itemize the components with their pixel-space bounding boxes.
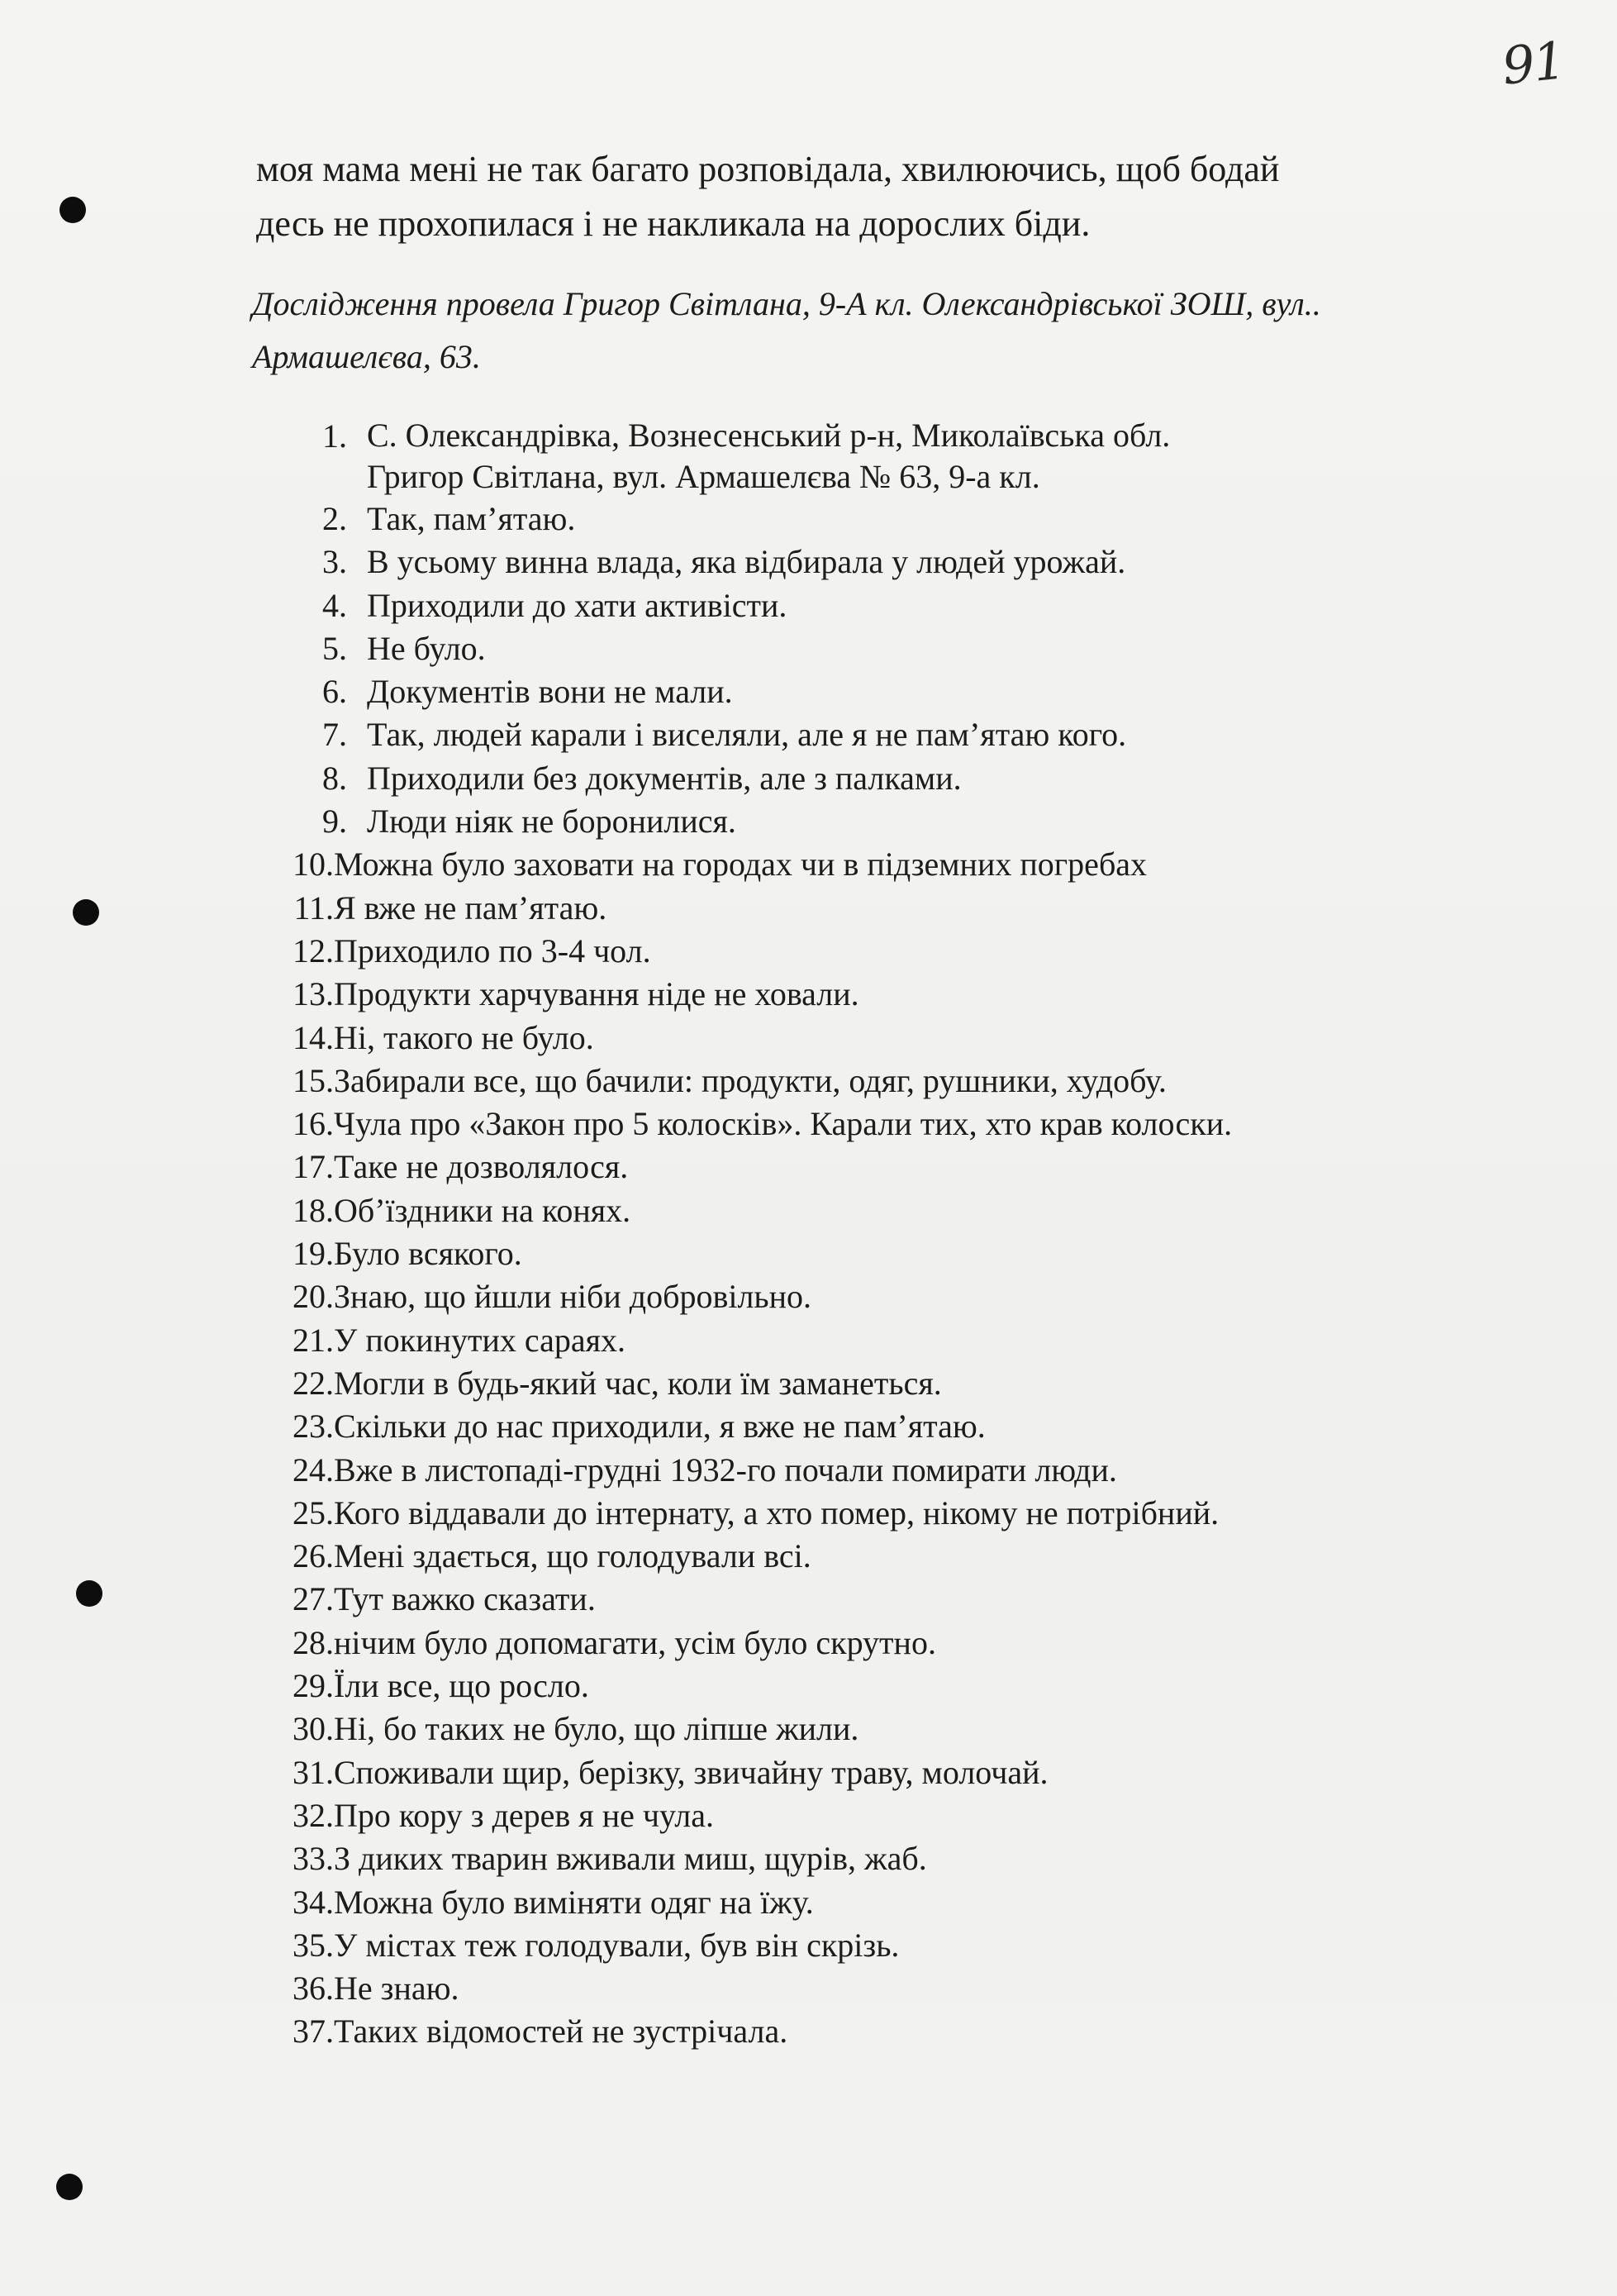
intro-line: моя мама мені не так багато розповідала, хвилюючись, щоб бодай xyxy=(256,149,1280,189)
item-text-line: Можна було виміняти одяг на їжу. xyxy=(334,1883,814,1921)
item-text-line: С. Олександрівка, Вознесенський р-н, Миколаївська обл. xyxy=(367,417,1171,454)
item-text-line: Мені здається, що голодували всі. xyxy=(334,1537,811,1575)
item-number: 4. xyxy=(322,586,347,624)
item-number: 6. xyxy=(322,673,347,711)
item-number: 19. xyxy=(292,1235,334,1273)
item-number: 35. xyxy=(292,1926,334,1964)
list-item xyxy=(281,584,1537,627)
item-text xyxy=(334,1406,986,1447)
researcher-line: Дослідження провела Григор Світлана, 9-А кл. Олександрівської ЗОШ, вул.. xyxy=(252,285,1321,322)
item-number: 7. xyxy=(322,716,347,754)
item-text xyxy=(350,801,736,842)
item-text-line: Так, пам’ятаю. xyxy=(367,500,576,537)
item-text-line: Чула про «Закон про 5 колосків». Карали тих, хто крав колоски. xyxy=(334,1105,1233,1143)
item-number: 22. xyxy=(292,1364,334,1402)
list-item xyxy=(281,627,1537,670)
item-text-line: Було всякого. xyxy=(334,1235,522,1273)
list-item xyxy=(281,800,1537,843)
item-text xyxy=(334,1882,814,1923)
item-text-line: Їли все, що росло. xyxy=(334,1667,589,1705)
item-number: 21. xyxy=(292,1321,334,1359)
list-item xyxy=(281,1449,1537,1492)
answers-list xyxy=(281,415,1537,2054)
item-number: 13. xyxy=(292,975,334,1013)
item-number: 37. xyxy=(292,2013,334,2051)
item-text-line: Приходили до хати активісти. xyxy=(367,586,787,624)
item-text xyxy=(334,1665,589,1707)
item-number: 1. xyxy=(322,417,347,455)
list-item xyxy=(281,1708,1537,1751)
item-text-line: Так, людей карали і виселяли, але я не пам’ятаю кого. xyxy=(367,716,1127,754)
item-text xyxy=(334,1363,942,1404)
item-text-line: Приходило по 3-4 чол. xyxy=(334,931,651,969)
item-number: 20. xyxy=(292,1278,334,1316)
item-number: 36. xyxy=(292,1970,334,2008)
item-number: 34. xyxy=(292,1883,334,1921)
list-item xyxy=(281,1794,1537,1837)
list-item xyxy=(281,843,1537,886)
list-item xyxy=(281,415,1537,498)
intro-paragraph xyxy=(256,142,1512,251)
list-item xyxy=(281,1275,1537,1318)
item-text xyxy=(350,585,787,626)
list-item xyxy=(281,1232,1537,1275)
item-number: 26. xyxy=(292,1537,334,1575)
item-text xyxy=(334,1103,1232,1145)
item-text xyxy=(334,1536,811,1577)
list-item xyxy=(281,1319,1537,1362)
item-text-line: Не було. xyxy=(367,629,486,667)
item-text-line: Вже в листопаді-грудні 1932-го почали помирати люди. xyxy=(334,1450,1117,1489)
item-text-line: Я вже не пам’ятаю. xyxy=(334,888,607,926)
item-number: 8. xyxy=(322,759,347,797)
list-item xyxy=(281,498,1537,541)
item-text-line: Продукти харчування ніде не ховали. xyxy=(334,975,859,1013)
list-item xyxy=(281,670,1537,713)
item-number: 33. xyxy=(292,1840,334,1878)
list-item xyxy=(281,1103,1537,1146)
item-text-line: Тут важко сказати. xyxy=(334,1580,596,1618)
list-item xyxy=(281,887,1537,930)
item-number: 25. xyxy=(292,1493,334,1531)
item-text xyxy=(334,1795,714,1836)
item-number: 11. xyxy=(293,888,334,926)
list-item xyxy=(281,757,1537,800)
item-text xyxy=(350,628,486,669)
item-text-line: Григор Світлана, вул. Армашелєва № 63, 9-а кл. xyxy=(367,458,1040,495)
punch-hole xyxy=(59,197,86,223)
list-item xyxy=(281,1665,1537,1708)
item-text xyxy=(350,714,1126,755)
item-text xyxy=(350,671,733,712)
item-text-line: Документів вони не мали. xyxy=(367,673,733,711)
item-number: 16. xyxy=(292,1105,334,1143)
list-item xyxy=(281,1405,1537,1448)
list-item xyxy=(281,713,1537,756)
item-text-line: З диких тварин вживали миш, щурів, жаб. xyxy=(334,1840,927,1878)
item-text-line: Об’їздники на конях. xyxy=(334,1191,631,1229)
item-text-line: Ні, такого не було. xyxy=(334,1018,594,1056)
item-text xyxy=(334,974,859,1015)
item-text xyxy=(334,1190,630,1231)
item-text-line: Таке не дозволялося. xyxy=(334,1148,629,1186)
list-item xyxy=(281,973,1537,1016)
item-number: 5. xyxy=(322,629,347,667)
item-text-line: Знаю, що йшли ніби добровільно. xyxy=(334,1278,812,1316)
item-number: 14. xyxy=(292,1018,334,1056)
item-text xyxy=(334,1233,522,1274)
item-number: 18. xyxy=(292,1191,334,1229)
item-text xyxy=(350,498,575,540)
item-text xyxy=(350,541,1125,583)
item-number: 31. xyxy=(292,1753,334,1791)
list-item xyxy=(281,1924,1537,1967)
item-text xyxy=(334,1579,596,1620)
item-number: 2. xyxy=(322,500,347,537)
list-item xyxy=(281,1189,1537,1232)
punch-hole xyxy=(56,2174,83,2200)
item-text-line: Люди ніяк не боронилися. xyxy=(367,803,736,841)
item-text xyxy=(334,1708,858,1750)
item-number: 24. xyxy=(292,1450,334,1489)
list-item xyxy=(281,1837,1537,1880)
item-number: 28. xyxy=(292,1623,334,1661)
list-item xyxy=(281,541,1537,584)
item-text xyxy=(334,931,651,972)
item-number: 9. xyxy=(322,803,347,841)
list-item xyxy=(281,1060,1537,1103)
item-number: 10. xyxy=(292,846,334,884)
item-text xyxy=(334,844,1147,885)
list-item xyxy=(281,1362,1537,1405)
item-text-line: Скільки до нас приходили, я вже не пам’ятаю. xyxy=(334,1408,986,1446)
item-number: 12. xyxy=(292,931,334,969)
list-item xyxy=(281,2010,1537,2053)
intro-line: десь не прохопилася і не накликала на дорослих біди. xyxy=(256,203,1091,244)
item-text-line: В усьому винна влада, яка відбирала у людей урожай. xyxy=(367,543,1126,581)
item-text-line: У покинутих сараях. xyxy=(334,1321,626,1359)
item-number: 27. xyxy=(292,1580,334,1618)
item-text xyxy=(334,1838,927,1879)
item-text-line: Кого віддавали до інтернату, а хто помер, нікому не потрібний. xyxy=(334,1493,1220,1531)
list-item xyxy=(281,1751,1537,1794)
item-text xyxy=(334,1320,625,1361)
item-text-line: Могли в будь-який час, коли їм заманеться. xyxy=(334,1364,942,1402)
item-number: 23. xyxy=(292,1408,334,1446)
list-item xyxy=(281,1492,1537,1535)
item-text-line: Ні, бо таких не було, що ліпше жили. xyxy=(334,1710,859,1748)
list-item xyxy=(281,1146,1537,1188)
punch-hole xyxy=(73,899,99,926)
punch-hole xyxy=(76,1580,102,1607)
item-number: 30. xyxy=(292,1710,334,1748)
list-item xyxy=(281,1535,1537,1578)
item-text xyxy=(334,1060,1167,1102)
item-number: 3. xyxy=(322,543,347,581)
list-item xyxy=(281,1017,1537,1060)
item-text-line: нічим було допомагати, усім було скрутно. xyxy=(334,1623,936,1661)
item-number: 29. xyxy=(292,1667,334,1705)
item-number: 15. xyxy=(292,1061,334,1099)
item-text xyxy=(334,1622,936,1664)
item-text xyxy=(334,2011,787,2052)
item-text-line: Таких відомостей не зустрічала. xyxy=(334,2013,788,2051)
list-item xyxy=(281,1967,1537,2010)
item-text xyxy=(334,888,606,929)
researcher-line: Армашелєва, 63. xyxy=(252,338,481,375)
item-text xyxy=(334,1146,628,1188)
item-text xyxy=(350,415,1170,498)
item-text xyxy=(334,1017,594,1059)
item-text-line: Не знаю. xyxy=(334,1970,459,2008)
item-number: 17. xyxy=(292,1148,334,1186)
researcher-note xyxy=(252,278,1524,383)
item-text xyxy=(334,1450,1117,1491)
list-item xyxy=(281,930,1537,973)
list-item xyxy=(281,1881,1537,1924)
item-text xyxy=(350,758,962,799)
list-item xyxy=(281,1578,1537,1621)
item-text xyxy=(334,1276,811,1317)
item-text xyxy=(334,1968,459,2009)
item-text xyxy=(334,1925,899,1966)
item-text-line: Приходили без документів, але з палками. xyxy=(367,759,962,797)
item-text-line: Про кору з дерев я не чула. xyxy=(334,1796,714,1834)
item-text xyxy=(334,1752,1049,1793)
item-number: 32. xyxy=(292,1796,334,1834)
item-text-line: У містах теж голодували, був він скрізь. xyxy=(334,1926,900,1964)
handwritten-page-number: 91 xyxy=(1499,30,1567,97)
list-item xyxy=(281,1622,1537,1665)
item-text xyxy=(334,1493,1219,1534)
item-text-line: Споживали щир, берізку, звичайну траву, молочай. xyxy=(334,1753,1049,1791)
item-text-line: Можна було заховати на городах чи в підземних погребах xyxy=(334,846,1148,884)
item-text-line: Забирали все, що бачили: продукти, одяг, рушники, худобу. xyxy=(334,1061,1167,1099)
